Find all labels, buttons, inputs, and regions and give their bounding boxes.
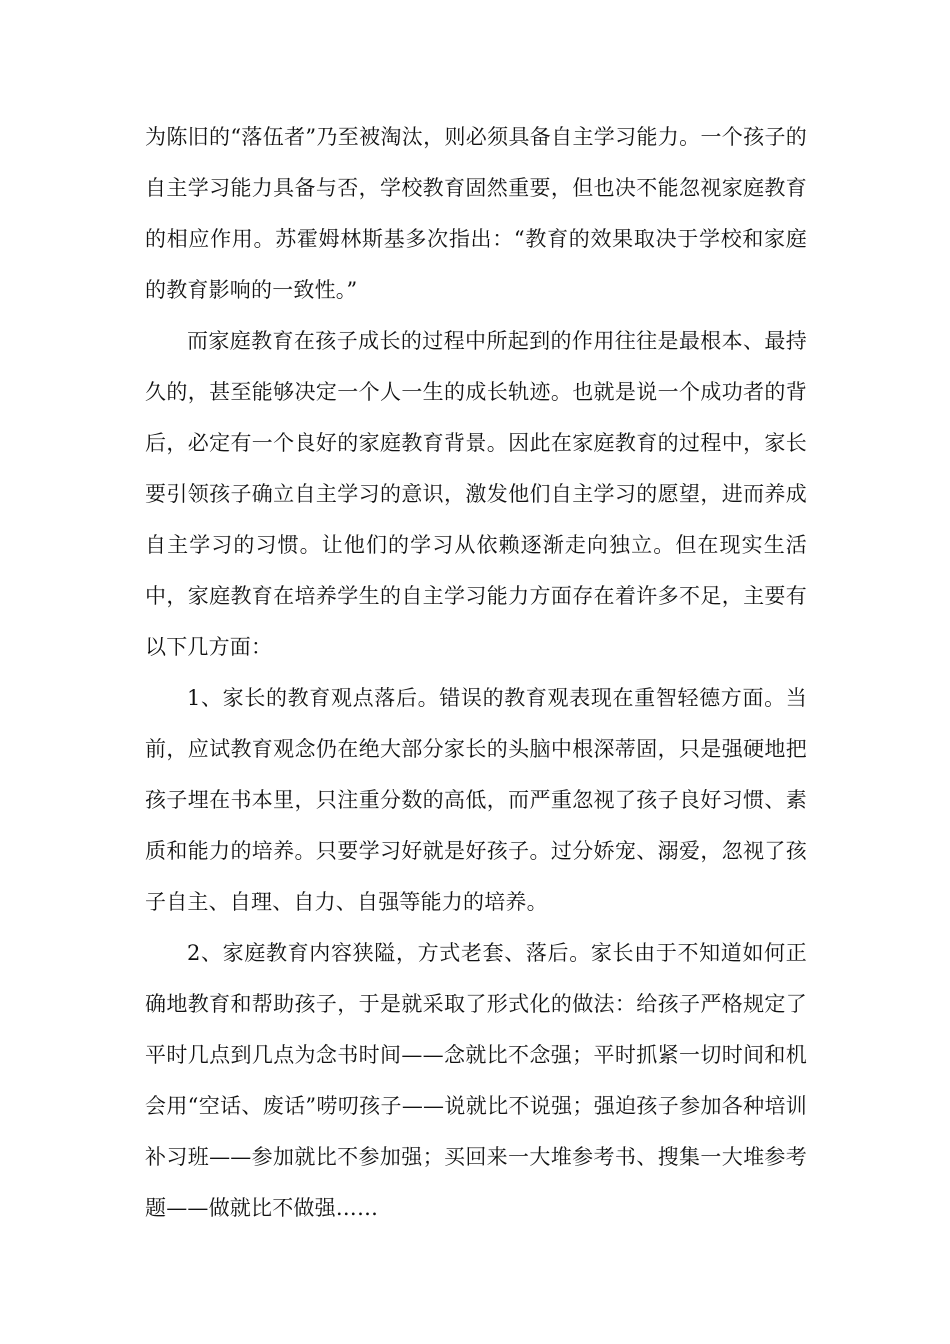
- document-body: [145, 112, 807, 1234]
- paragraph-1: 为陈旧的“落伍者”乃至被淘汰，则必须具备自主学习能力。一个孩子的自主学习能力具备与否，学校教育固然重要，但也决不能忽视家庭教育的相应作用。苏霍姆林斯基多次指出：“教育的效果取决于学校和家庭的教育影响的一致性。”: [145, 125, 807, 302]
- paragraph-2: 而家庭教育在孩子成长的过程中所起到的作用往往是最根本、最持久的，甚至能够决定一个人一生的成长轨迹。也就是说一个成功者的背后，必定有一个良好的家庭教育背景。因此在家庭教育的过程中，家长要引领孩子确立自主学习的意识，激发他们自主学习的愿望，进而养成自主学习的习惯。让他们的学习从依赖逐渐走向独立。但在现实生活中，家庭教育在培养学生的自主学习能力方面存在着许多不足，主要有以下几方面：: [145, 329, 807, 659]
- paragraph-4: 2、家庭教育内容狭隘，方式老套、落后。家长由于不知道如何正确地教育和帮助孩子，于是就采取了形式化的做法：给孩子严格规定了平时几点到几点为念书时间——念就比不念强；平时抓紧一切时间和机会用“空话、废话”唠叨孩子——说就比不说强；强迫孩子参加各种培训补习班——参加就比不参加强；买回来一大堆参考书、搜集一大堆参考题——做就比不做强……: [145, 941, 807, 1220]
- paragraph-3: 1、家长的教育观点落后。错误的教育观表现在重智轻德方面。当前，应试教育观念仍在绝大部分家长的头脑中根深蒂固，只是强硬地把孩子埋在书本里，只注重分数的高低，而严重忽视了孩子良好习惯、素质和能力的培养。只要学习好就是好孩子。过分娇宠、溺爱，忽视了孩子自主、自理、自力、自强等能力的培养。: [145, 686, 807, 914]
